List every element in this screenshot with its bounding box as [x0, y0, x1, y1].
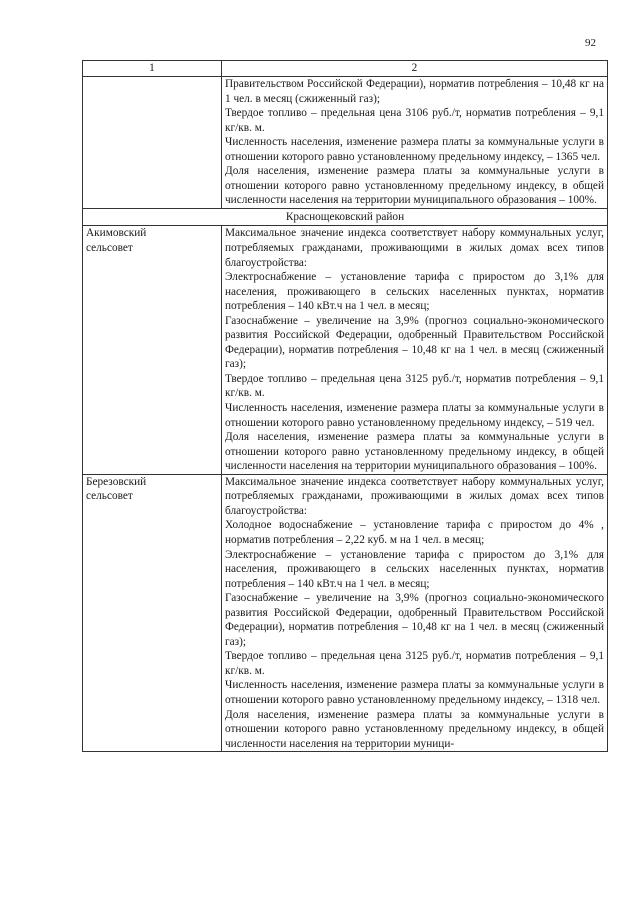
table-row — [83, 474, 608, 751]
paragraph: Твердое топливо – предельная цена 3125 руб./т, норматив потребления – 9,1 кг/кв. м. — [225, 372, 604, 400]
paragraph: Численность населения, изменение размера платы за коммунальные услуги в отношении которого равно установленному предельному индексу, – 519 чел. — [225, 402, 604, 429]
paragraph: Твердое топливо – предельная цена 3106 руб./т, норматив потребления – 9,1 кг/кв. м. — [225, 107, 604, 134]
paragraph: Максимальное значение индекса соответствует набору коммунальных услуг, потребляемых гражданами, проживающими в жилых домах всех типов благоустройства: — [225, 227, 604, 269]
region-title: Краснощековский район — [83, 208, 608, 226]
paragraph: Правительством Российской Федерации), норматив потребления – 10,48 кг на 1 чел. в месяц (сжиженный газ); — [225, 78, 604, 105]
paragraph: Доля населения, изменение размера платы за коммунальные услуги в отношении которого равно установленному предельному индексу, в общей численности населения на территории муниципального образования – 100%. — [225, 165, 604, 207]
paragraph: Газоснабжение – увеличение на 3,9% (прогноз социально-экономического развития Российской Федерации, одобренный Правительством Российской Федерации), норматив потребления – 10,48 кг на 1 чел. в месяц (сжиженный газ); — [225, 314, 604, 371]
paragraph: Доля населения, изменение размера платы за коммунальные услуги в отношении которого равно установленному предельному индексу, в общей численности населения на территории муници- — [225, 708, 604, 750]
paragraph: Электроснабжение – установление тарифа с приростом до 3,1% для населения, проживающего в сельских населенных пунктах, норматив потребления – 140 кВт.ч на 1 чел. в месяц; — [225, 271, 604, 313]
table-row — [83, 226, 608, 474]
row-content-cell — [222, 474, 608, 751]
paragraph: Численность населения, изменение размера платы за коммунальные услуги в отношении которого равно установленному предельному индексу, – 1365 чел. — [225, 136, 604, 163]
municipality-name — [83, 226, 222, 474]
paragraph: Доля населения, изменение размера платы за коммунальные услуги в отношении которого равно установленному предельному индексу, в общей численности населения на территории муниципального образования – 100%. — [225, 431, 604, 473]
row-content-cell — [222, 77, 608, 209]
municipality-name — [83, 474, 222, 751]
table-header-row — [83, 61, 608, 77]
paragraph: Электроснабжение – установление тарифа с приростом до 3,1% для населения, проживающего в сельских населенных пунктах, норматив потребления – 140 кВт.ч на 1 чел. в месяц; — [225, 548, 604, 590]
table-row-continuation — [83, 77, 608, 209]
region-header-row — [83, 208, 608, 226]
column-header-2: 2 — [222, 61, 608, 77]
paragraph: Максимальное значение индекса соответствует набору коммунальных услуг, потребляемых гражданами, проживающими в жилых домах всех типов благоустройства: — [225, 475, 604, 517]
paragraph: Численность населения, изменение размера платы за коммунальные услуги в отношении которого равно установленному предельному индексу, – 1318 чел. — [225, 679, 604, 706]
column-header-1: 1 — [83, 61, 222, 77]
municipality-name-line: Березовский — [86, 475, 147, 488]
paragraph: Твердое топливо – предельная цена 3125 руб./т, норматив потребления – 9,1 кг/кв. м. — [225, 650, 604, 677]
regulation-table — [82, 60, 608, 752]
paragraph: Газоснабжение – увеличение на 3,9% (прогноз социально-экономического развития Российской Федерации, одобренный Правительством Российской Федерации), норматив потребления – 10,48 кг на 1 чел. в месяц (сжиженный газ); — [225, 592, 604, 648]
municipality-name-line: Акимовский — [86, 227, 147, 240]
row-name-cell-empty — [83, 77, 222, 209]
row-content-cell — [222, 226, 608, 474]
municipality-name-line: сельсовет — [86, 242, 133, 255]
paragraph: Холодное водоснабжение – установление тарифа с приростом до 4% , норматив потребления – 2,22 куб. м на 1 чел. в месяц; — [225, 519, 604, 546]
page-number: 92 — [585, 37, 596, 49]
municipality-name-line: сельсовет — [86, 490, 133, 503]
